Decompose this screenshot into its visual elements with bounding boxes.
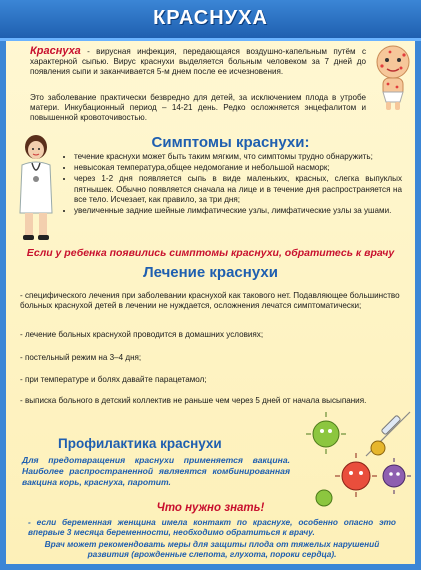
symptoms-heading: Симптомы краснухи: xyxy=(151,134,310,151)
list-item: • течение краснухи может быть таким мягким, что симптомы трудно обнаружить; xyxy=(74,152,402,162)
treatment-item: - при температуре и болях давайте парацетамол; xyxy=(20,375,207,384)
intro-paragraph-2: Это заболевание практически безвредно для детей, за исключением плода в утробе матери. Инкубационный период – 14-21 день. Редко осложняется энцефалитом и повышенной кровоточивостью. xyxy=(30,93,366,123)
treatment-item: - лечение больных краснухой проводится в домашних условиях; xyxy=(20,330,264,339)
left-border xyxy=(0,41,6,570)
intro-lead-word: Краснуха xyxy=(30,45,81,57)
must-know-text-2: Врач может рекомендовать меры для защиты плода от тяжелых нарушений развития (врожденные слепота, глухота, пороки сердца). xyxy=(44,539,380,560)
list-item: • через 1-2 дня появляется сыпь в виде маленьких, красных, слегка выпуклых пятнышек. Обычно появляется сначала на лице и в течение дня распространяется на все тело. Исчезает, как правило, за три дня; xyxy=(74,174,402,205)
list-item: • увеличенные задние шейные лимфатические узлы, лимфатические узлы за ушами. xyxy=(74,206,402,216)
virus-illustration xyxy=(296,404,416,514)
treatment-item: - выписка больного в детский коллектив не раньше чем через 5 дней от начала высыпания. xyxy=(20,396,367,405)
bottom-border xyxy=(0,564,421,570)
intro-text: - вирусная инфекция, передающаяся воздушно-капельным путём с характерной сыпью. Вирус краснухи выделяется больным человеком за 7 дней до появления сыпи и заканчивается 5-м днем после ее исчезновения. xyxy=(30,47,366,77)
prevention-heading: Профилактика краснухи xyxy=(58,436,222,451)
treatment-item: - специфического лечения при заболевании краснухой как такового нет. Подавляющее большинство больных краснухой детей в лечении не нуждается, осложнения лечатся симптоматически; xyxy=(20,291,400,311)
intro-paragraph xyxy=(30,46,366,78)
page-title: КРАСНУХА xyxy=(153,7,268,29)
treatment-item: - постельный режим на 3–4 дня; xyxy=(20,353,142,362)
warning-text: Если у ребенка появились симптомы краснухи, обратитесь к врачу xyxy=(26,247,395,259)
list-item: • невысокая температура,общее недомогание и небольшой насморк; xyxy=(74,163,402,173)
treatment-heading: Лечение краснухи xyxy=(143,264,278,281)
must-know-heading: Что нужно знать! xyxy=(156,502,265,514)
must-know-text: - если беременная женщина имела контакт по краснухе, особенно опасно это впервые 3 месяца беременности, необходимо обратиться к врачу. xyxy=(28,517,396,538)
baby-illustration xyxy=(370,42,416,112)
symptoms-list xyxy=(62,152,402,217)
prevention-text: Для предотвращения краснухи применяется вакцина. Наиболее распространенной являеятся комбинированная вакцина корь, краснуха, паротит. xyxy=(22,455,290,487)
